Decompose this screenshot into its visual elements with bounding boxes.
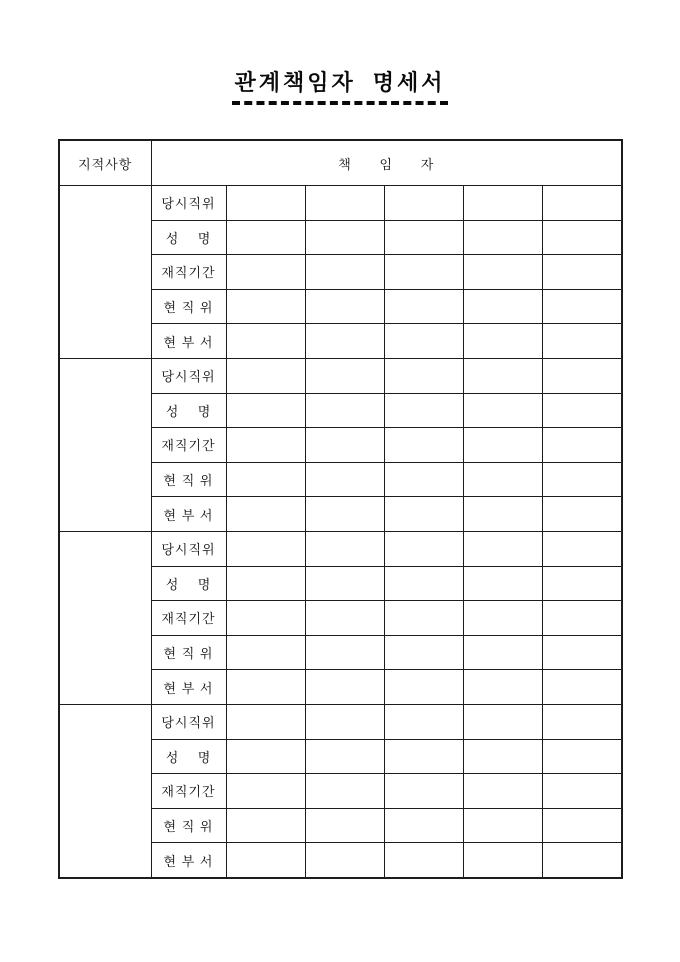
title-block xyxy=(0,70,680,105)
table-row xyxy=(59,358,622,393)
entry-cell[interactable] xyxy=(384,566,463,601)
entry-cell[interactable] xyxy=(463,704,542,739)
entry-cell[interactable] xyxy=(226,601,305,636)
entry-cell[interactable] xyxy=(226,808,305,843)
entry-cell[interactable] xyxy=(463,566,542,601)
entry-cell[interactable] xyxy=(463,358,542,393)
entry-cell[interactable] xyxy=(384,670,463,705)
finding-entry-cell[interactable] xyxy=(59,531,151,704)
row-label-current-department: 현 부 서 xyxy=(151,497,226,532)
entry-cell[interactable] xyxy=(542,531,622,566)
finding-entry-cell[interactable] xyxy=(59,704,151,877)
entry-cell[interactable] xyxy=(305,635,384,670)
row-label-current-department: 현 부 서 xyxy=(151,324,226,359)
entry-cell[interactable] xyxy=(463,601,542,636)
entry-cell[interactable] xyxy=(384,774,463,809)
entry-cell[interactable] xyxy=(384,808,463,843)
entry-cell[interactable] xyxy=(542,428,622,463)
entry-cell[interactable] xyxy=(305,324,384,359)
entry-cell[interactable] xyxy=(542,462,622,497)
entry-cell[interactable] xyxy=(305,497,384,532)
entry-cell[interactable] xyxy=(226,566,305,601)
row-label-position-at-time: 당시직위 xyxy=(151,186,226,221)
responsible-header-cell: 책 임 자 xyxy=(151,140,622,186)
row-label-position-at-time: 당시직위 xyxy=(151,704,226,739)
entry-cell[interactable] xyxy=(384,428,463,463)
entry-cell[interactable] xyxy=(463,843,542,878)
entry-cell[interactable] xyxy=(542,289,622,324)
entry-cell[interactable] xyxy=(463,497,542,532)
row-label-current-department: 현 부 서 xyxy=(151,670,226,705)
table-header-row xyxy=(59,140,622,186)
entry-cell[interactable] xyxy=(305,393,384,428)
entry-cell[interactable] xyxy=(305,289,384,324)
entry-cell[interactable] xyxy=(305,704,384,739)
row-label-position-at-time: 당시직위 xyxy=(151,358,226,393)
entry-cell[interactable] xyxy=(542,186,622,221)
entry-cell[interactable] xyxy=(305,186,384,221)
entry-cell[interactable] xyxy=(384,186,463,221)
entry-cell[interactable] xyxy=(463,774,542,809)
entry-cell[interactable] xyxy=(305,566,384,601)
entry-cell[interactable] xyxy=(463,808,542,843)
entry-cell[interactable] xyxy=(384,531,463,566)
entry-cell[interactable] xyxy=(463,186,542,221)
entry-cell[interactable] xyxy=(542,774,622,809)
entry-cell[interactable] xyxy=(226,739,305,774)
entry-cell[interactable] xyxy=(463,462,542,497)
row-label-current-position: 현 직 위 xyxy=(151,289,226,324)
entry-cell[interactable] xyxy=(384,739,463,774)
entry-cell[interactable] xyxy=(305,255,384,290)
row-label-name: 성 명 xyxy=(151,739,226,774)
row-label-name: 성 명 xyxy=(151,566,226,601)
entry-cell[interactable] xyxy=(384,220,463,255)
entry-cell[interactable] xyxy=(226,393,305,428)
entry-cell[interactable] xyxy=(226,324,305,359)
entry-cell[interactable] xyxy=(542,670,622,705)
entry-cell[interactable] xyxy=(463,428,542,463)
entry-cell[interactable] xyxy=(384,462,463,497)
entry-cell[interactable] xyxy=(305,462,384,497)
entry-cell[interactable] xyxy=(542,358,622,393)
row-label-tenure-period: 재직기간 xyxy=(151,255,226,290)
document-title: 관계책임자 명세서 xyxy=(232,70,447,105)
table-row xyxy=(59,704,622,739)
entry-cell[interactable] xyxy=(305,601,384,636)
table-row xyxy=(59,531,622,566)
row-label-name: 성 명 xyxy=(151,220,226,255)
entry-cell[interactable] xyxy=(463,531,542,566)
entry-cell[interactable] xyxy=(226,843,305,878)
row-label-tenure-period: 재직기간 xyxy=(151,428,226,463)
entry-cell[interactable] xyxy=(542,739,622,774)
entry-cell[interactable] xyxy=(305,739,384,774)
row-label-tenure-period: 재직기간 xyxy=(151,774,226,809)
entry-cell[interactable] xyxy=(226,670,305,705)
entry-cell[interactable] xyxy=(463,289,542,324)
entry-cell[interactable] xyxy=(305,843,384,878)
row-label-tenure-period: 재직기간 xyxy=(151,601,226,636)
entry-cell[interactable] xyxy=(305,358,384,393)
entry-cell[interactable] xyxy=(384,393,463,428)
entry-cell[interactable] xyxy=(384,324,463,359)
entry-cell[interactable] xyxy=(463,255,542,290)
row-label-current-position: 현 직 위 xyxy=(151,808,226,843)
entry-cell[interactable] xyxy=(384,497,463,532)
entry-cell[interactable] xyxy=(463,739,542,774)
table-row xyxy=(59,186,622,221)
row-label-current-department: 현 부 서 xyxy=(151,843,226,878)
entry-cell[interactable] xyxy=(542,808,622,843)
entry-cell[interactable] xyxy=(384,635,463,670)
entry-cell[interactable] xyxy=(542,497,622,532)
row-label-current-position: 현 직 위 xyxy=(151,635,226,670)
entry-cell[interactable] xyxy=(226,774,305,809)
entry-cell[interactable] xyxy=(226,635,305,670)
entry-cell[interactable] xyxy=(226,704,305,739)
entry-cell[interactable] xyxy=(542,635,622,670)
entry-cell[interactable] xyxy=(542,601,622,636)
row-label-position-at-time: 당시직위 xyxy=(151,531,226,566)
entry-cell[interactable] xyxy=(384,843,463,878)
entry-cell[interactable] xyxy=(305,808,384,843)
entry-cell[interactable] xyxy=(384,255,463,290)
entry-cell[interactable] xyxy=(463,324,542,359)
entry-cell[interactable] xyxy=(384,601,463,636)
entry-cell[interactable] xyxy=(463,393,542,428)
entry-cell[interactable] xyxy=(384,704,463,739)
responsible-persons-table xyxy=(58,139,623,879)
entry-cell[interactable] xyxy=(226,186,305,221)
finding-entry-cell[interactable] xyxy=(59,186,151,359)
entry-cell[interactable] xyxy=(226,497,305,532)
entry-cell[interactable] xyxy=(226,428,305,463)
entry-cell[interactable] xyxy=(542,704,622,739)
entry-cell[interactable] xyxy=(226,531,305,566)
entry-cell[interactable] xyxy=(305,531,384,566)
entry-cell[interactable] xyxy=(542,220,622,255)
entry-cell[interactable] xyxy=(305,670,384,705)
entry-cell[interactable] xyxy=(384,358,463,393)
entry-cell[interactable] xyxy=(463,635,542,670)
entry-cell[interactable] xyxy=(226,255,305,290)
row-label-current-position: 현 직 위 xyxy=(151,462,226,497)
entry-cell[interactable] xyxy=(226,462,305,497)
entry-cell[interactable] xyxy=(226,220,305,255)
entry-cell[interactable] xyxy=(226,289,305,324)
findings-header-cell: 지적사항 xyxy=(59,140,151,186)
entry-cell[interactable] xyxy=(463,220,542,255)
finding-entry-cell[interactable] xyxy=(59,358,151,531)
entry-cell[interactable] xyxy=(305,428,384,463)
entry-cell[interactable] xyxy=(384,289,463,324)
entry-cell[interactable] xyxy=(305,774,384,809)
entry-cell[interactable] xyxy=(542,324,622,359)
entry-cell[interactable] xyxy=(226,358,305,393)
entry-cell[interactable] xyxy=(542,393,622,428)
entry-cell[interactable] xyxy=(542,843,622,878)
entry-cell[interactable] xyxy=(305,220,384,255)
entry-cell[interactable] xyxy=(463,670,542,705)
row-label-name: 성 명 xyxy=(151,393,226,428)
entry-cell[interactable] xyxy=(542,566,622,601)
entry-cell[interactable] xyxy=(542,255,622,290)
